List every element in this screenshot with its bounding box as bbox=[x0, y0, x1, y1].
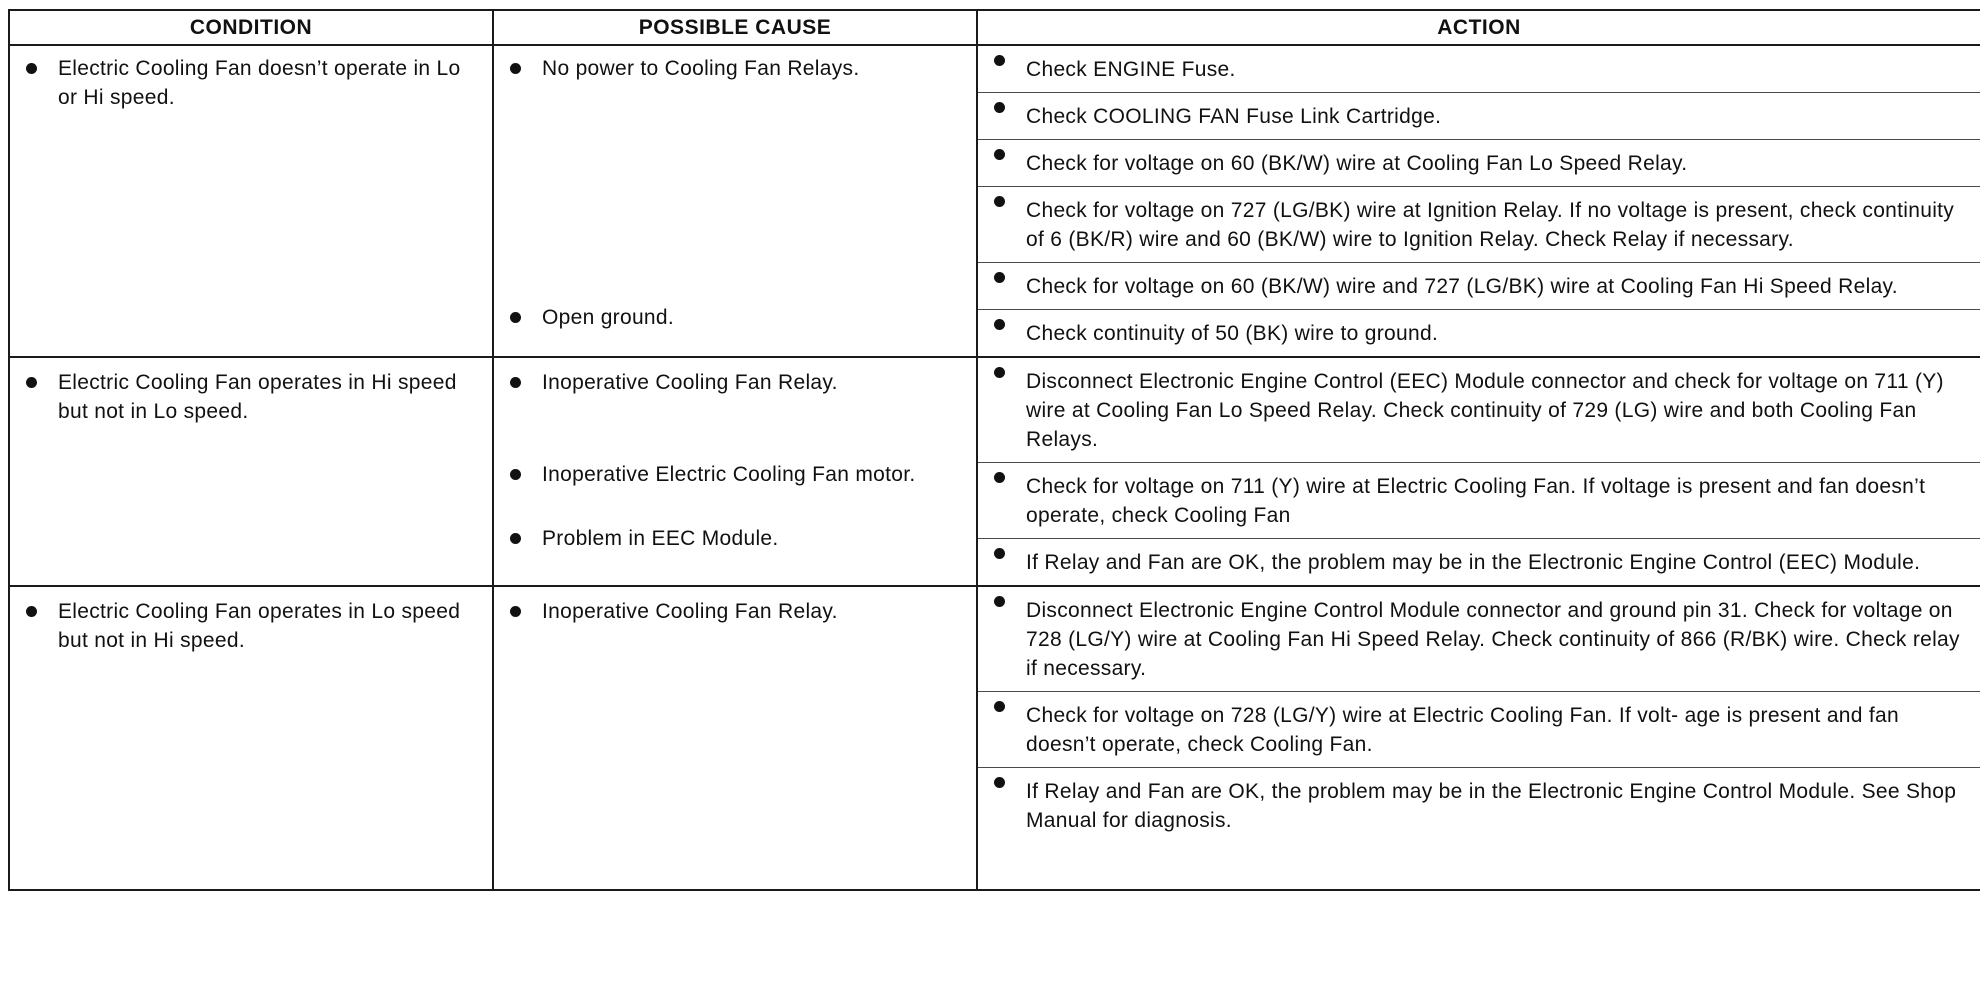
bullet-icon bbox=[994, 777, 1005, 788]
action-item bbox=[978, 538, 1980, 585]
bullet-icon bbox=[994, 596, 1005, 607]
bullet-icon bbox=[510, 533, 521, 544]
table-row bbox=[9, 586, 1980, 890]
cause-item bbox=[494, 54, 976, 83]
bullet-icon bbox=[26, 377, 37, 388]
action-item bbox=[978, 462, 1980, 538]
condition-item bbox=[10, 597, 492, 655]
action-cell bbox=[977, 586, 1980, 890]
bullet-icon bbox=[994, 472, 1005, 483]
action-cell bbox=[977, 45, 1980, 357]
action-text: If Relay and Fan are OK, the problem may be in the Electronic Engine Control (EEC) Module. bbox=[1026, 551, 1921, 574]
condition-text: Electric Cooling Fan operates in Lo speed but not in Hi speed. bbox=[58, 600, 461, 652]
header-possible-cause: POSSIBLE CAUSE bbox=[493, 10, 977, 45]
cause-cell bbox=[493, 586, 977, 890]
action-item bbox=[978, 186, 1980, 262]
cause-item bbox=[494, 368, 976, 397]
condition-item bbox=[10, 368, 492, 426]
bullet-icon bbox=[994, 55, 1005, 66]
cause-text: No power to Cooling Fan Relays. bbox=[542, 57, 860, 80]
header-row bbox=[9, 10, 1980, 45]
header-action: ACTION bbox=[977, 10, 1980, 45]
action-text: Check for voltage on 60 (BK/W) wire and 727 (LG/BK) wire at Cooling Fan Hi Speed Relay. bbox=[1026, 275, 1898, 298]
condition-cell bbox=[9, 357, 493, 586]
bullet-icon bbox=[994, 272, 1005, 283]
action-text: Check for voltage on 711 (Y) wire at Electric Cooling Fan. If voltage is present and fan doesn’t operate, check Cooling Fan bbox=[1026, 475, 1926, 527]
action-text: Disconnect Electronic Engine Control (EEC) Module connector and check for voltage on 711 (Y) wire at Cooling Fan Lo Speed Relay. Check continuity of 729 (LG) wire and both Cooling Fan Relays. bbox=[1026, 370, 1944, 451]
cause-item bbox=[494, 303, 976, 332]
action-text: Check COOLING FAN Fuse Link Cartridge. bbox=[1026, 105, 1442, 128]
bullet-icon bbox=[26, 606, 37, 617]
bullet-icon bbox=[510, 63, 521, 74]
bullet-icon bbox=[510, 312, 521, 323]
action-cell bbox=[977, 357, 1980, 586]
cause-text: Open ground. bbox=[542, 306, 675, 329]
bullet-icon bbox=[26, 63, 37, 74]
table-row bbox=[9, 357, 1980, 586]
action-item bbox=[978, 46, 1980, 92]
bullet-icon bbox=[510, 606, 521, 617]
cause-cell bbox=[493, 45, 977, 357]
bullet-icon bbox=[994, 367, 1005, 378]
action-text: Check for voltage on 728 (LG/Y) wire at Electric Cooling Fan. If volt- age is present and fan doesn’t operate, check Cooling Fan. bbox=[1026, 704, 1899, 756]
condition-text: Electric Cooling Fan operates in Hi speed but not in Lo speed. bbox=[58, 371, 457, 423]
action-item bbox=[978, 92, 1980, 139]
cause-item bbox=[494, 597, 976, 626]
cause-item bbox=[494, 460, 976, 489]
action-item bbox=[978, 587, 1980, 691]
bullet-icon bbox=[994, 319, 1005, 330]
action-item bbox=[978, 139, 1980, 186]
cause-text: Inoperative Cooling Fan Relay. bbox=[542, 371, 838, 394]
table-row bbox=[9, 45, 1980, 357]
action-text: Check for voltage on 727 (LG/BK) wire at Ignition Relay. If no voltage is present, check continuity of 6 (BK/R) wire and 60 (BK/W) wire to Ignition Relay. Check Relay if necessary. bbox=[1026, 199, 1955, 251]
condition-text: Electric Cooling Fan doesn’t operate in Lo or Hi speed. bbox=[58, 57, 461, 109]
action-item bbox=[978, 309, 1980, 356]
action-text: If Relay and Fan are OK, the problem may be in the Electronic Engine Control Module. See Shop Manual for diagnosis. bbox=[1026, 780, 1957, 832]
bullet-icon bbox=[994, 196, 1005, 207]
action-text: Check for voltage on 60 (BK/W) wire at Cooling Fan Lo Speed Relay. bbox=[1026, 152, 1688, 175]
cause-text: Inoperative Cooling Fan Relay. bbox=[542, 600, 838, 623]
cause-cell bbox=[493, 357, 977, 586]
bullet-icon bbox=[994, 548, 1005, 559]
cause-item bbox=[494, 524, 976, 553]
action-text: Check ENGINE Fuse. bbox=[1026, 58, 1236, 81]
condition-cell bbox=[9, 586, 493, 890]
action-text: Check continuity of 50 (BK) wire to ground. bbox=[1026, 322, 1439, 345]
condition-item bbox=[10, 54, 492, 112]
header-condition: CONDITION bbox=[9, 10, 493, 45]
condition-cell bbox=[9, 45, 493, 357]
bullet-icon bbox=[510, 377, 521, 388]
action-item bbox=[978, 262, 1980, 309]
action-text: Disconnect Electronic Engine Control Module connector and ground pin 31. Check for voltage on 728 (LG/Y) wire at Cooling Fan Hi Speed Relay. Check continuity of 866 (R/BK) wire. Check relay if necessary. bbox=[1026, 599, 1960, 680]
action-item bbox=[978, 358, 1980, 462]
bullet-icon bbox=[994, 701, 1005, 712]
cause-text: Inoperative Electric Cooling Fan motor. bbox=[542, 463, 916, 486]
bullet-icon bbox=[994, 102, 1005, 113]
bullet-icon bbox=[510, 469, 521, 480]
action-item bbox=[978, 767, 1980, 843]
cause-text: Problem in EEC Module. bbox=[542, 527, 779, 550]
diagnosis-table bbox=[8, 9, 1980, 891]
bullet-icon bbox=[994, 149, 1005, 160]
action-item bbox=[978, 691, 1980, 767]
